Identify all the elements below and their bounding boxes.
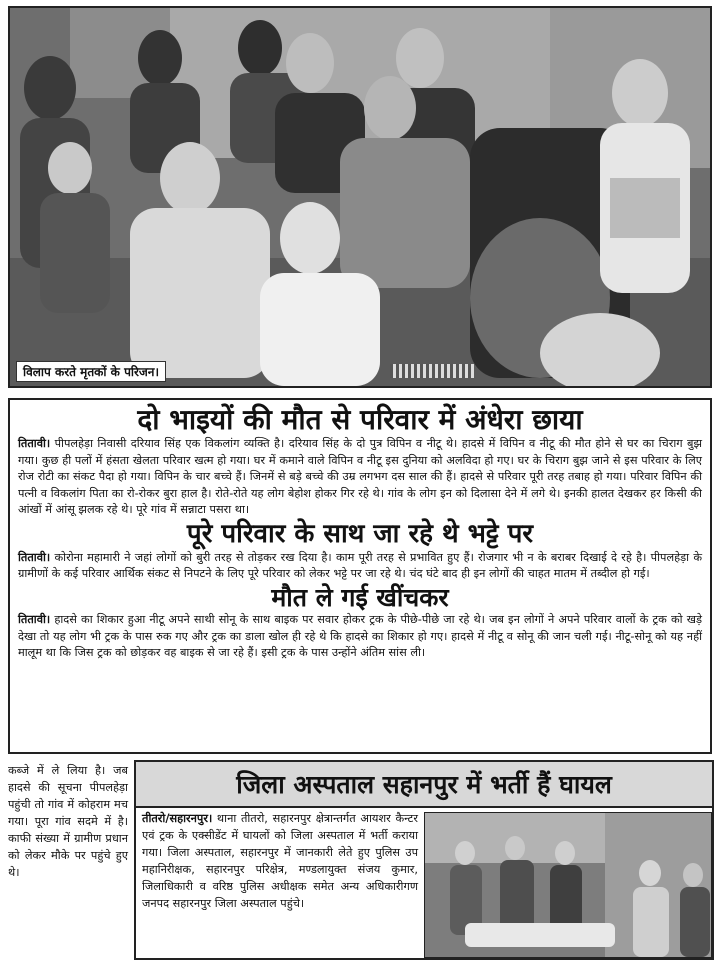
paragraph-1 — [18, 436, 702, 519]
headline-2: पूरे परिवार के साथ जा रहे थे भट्टे पर — [186, 518, 534, 549]
paragraph-2 — [18, 550, 702, 583]
photo-caption: विलाप करते मृतकों के परिजन। — [16, 361, 166, 382]
paragraph-3-text: हादसे का शिकार हुआ नीटू अपने साथी सोनू के साथ बाइक पर सवार होकर ट्रक के पीछे-पीछे जा रहे थे। जब इन लोगों ने अपने परिवार वालों के ट्रक को खड़े देखा तो यह लोग भी ट्रक के पास रुक गए और ट्रक का डाला खोल ही रहे थे कि हादसे का शिकार हो गए। हादसे में नीटू व सोनू की जान चली गई। नीटू-सोनू को यह नहीं मालूम था कि जिस ट्रक को छोड़कर वह बाइक से जा रहे हैं। इसी ट्रक के पास उन्होंने अंतिम सांस ली। — [18, 613, 702, 660]
mourning-family-photo — [10, 8, 710, 386]
blurred-credit — [390, 364, 474, 378]
hospital-box — [134, 760, 714, 960]
left-column-text: कब्जे में ले लिया है। जब हादसे की सूचना पीपलहेड़ा पहुंची तो गांव में कोहराम मच गया। पूरा गांव सदमे में है। काफी संख्या में ग्रामीण प्रधान को लेकर मौके पर पहुंचे हुए थे। — [8, 764, 128, 879]
main-article — [8, 398, 712, 754]
headline-1: दो भाइयों की मौत से परिवार में अंधेरा छाया — [137, 403, 583, 436]
top-photo — [8, 6, 712, 388]
headline-3: मौत ले गई खींचकर — [271, 582, 449, 612]
dateline-2: तितावी। — [18, 550, 51, 564]
dateline-3: तितावी। — [18, 613, 51, 627]
hospital-body: थाना तीतरो, सहारनपुर क्षेत्रान्तर्गत आयशर कैन्टर एवं ट्रक के एक्सीडेंट में घायलों को जिला अस्पताल में भर्ती कराया गया। जिला अस्पताल, सहारनपुर में जानकारी लेते हुए पुलिस उप महानिरीक्षक, सहारनपुर परिक्षेत्र, मण्डलायुक्त संजय कुमार, जिलाधिकारी व वरिष्ठ पुलिस अधीक्षक समेत अन्य अधिकारीगण जनपद सहारनपुर जिला अस्पताल पहुंचे। — [142, 812, 418, 910]
dateline-1: तितावी। — [18, 437, 51, 451]
hospital-photo — [424, 812, 712, 958]
paragraph-2-text: कोरोना महामारी ने जहां लोगों को बुरी तरह से तोड़कर रख दिया है। काम पूरी तरह से प्रभावित हुए हैं। रोजगार भी न के बराबर दिखाई दे रहे है। पीपलहेड़ा के ग्रामीणों के कई परिवार आर्थिक संकट से निपटने के लिए पूरे परिवार को लेकर भट्टे पर जा रहे थे। चंद घंटे बाद ही इन लोगों की चाहत मातम में तब्दील हो गई। — [18, 550, 702, 581]
paragraph-3 — [18, 612, 702, 662]
hospital-visit-photo — [425, 813, 711, 957]
paragraph-1-text: पीपलहेड़ा निवासी दरियाव सिंह एक विकलांग व्यक्ति है। दरियाव सिंह के दो पुत्र विपिन व नीटू थे। हादसे में विपिन व नीटू की मौत होने से घर का चिराग बुझ गया। कुछ ही पलों में हंसता खेलता परिवार खत्म हो गया। घर में कमाने वाले विपिन व नीटू इस दुनिया को अलविदा हो गए। घर के चिराग बुझ जाने से इस परिवार के लिए रोज रोटी का संकट पैदा हो गया। विपिन के चार बच्चे हैं। जिनमें से बड़े बच्चे की उम्र लगभग दस साल की हैं। हादसे से परिवार पूरी तरह तबाह हो गया। परिवार विपिन की पत्नी व विकलांग पिता का रो-रोकर बुरा हाल है। रोते-रोते यह लोग बेहोश होकर गिर रहे थे। गांव के लोग इन को दिलासा देने में लगे थे। इनकी हालत देखकर हर किसी की आंखों में आंसू झलक रहे थे। पूरे गांव में सन्नाटा पसरा था। — [18, 437, 702, 517]
hospital-dateline: तीतरो/सहारनपुर। — [142, 812, 213, 825]
hospital-text — [142, 810, 418, 912]
hospital-headline: जिला अस्पताल सहानपुर में भर्ती हैं घायल — [136, 762, 712, 808]
